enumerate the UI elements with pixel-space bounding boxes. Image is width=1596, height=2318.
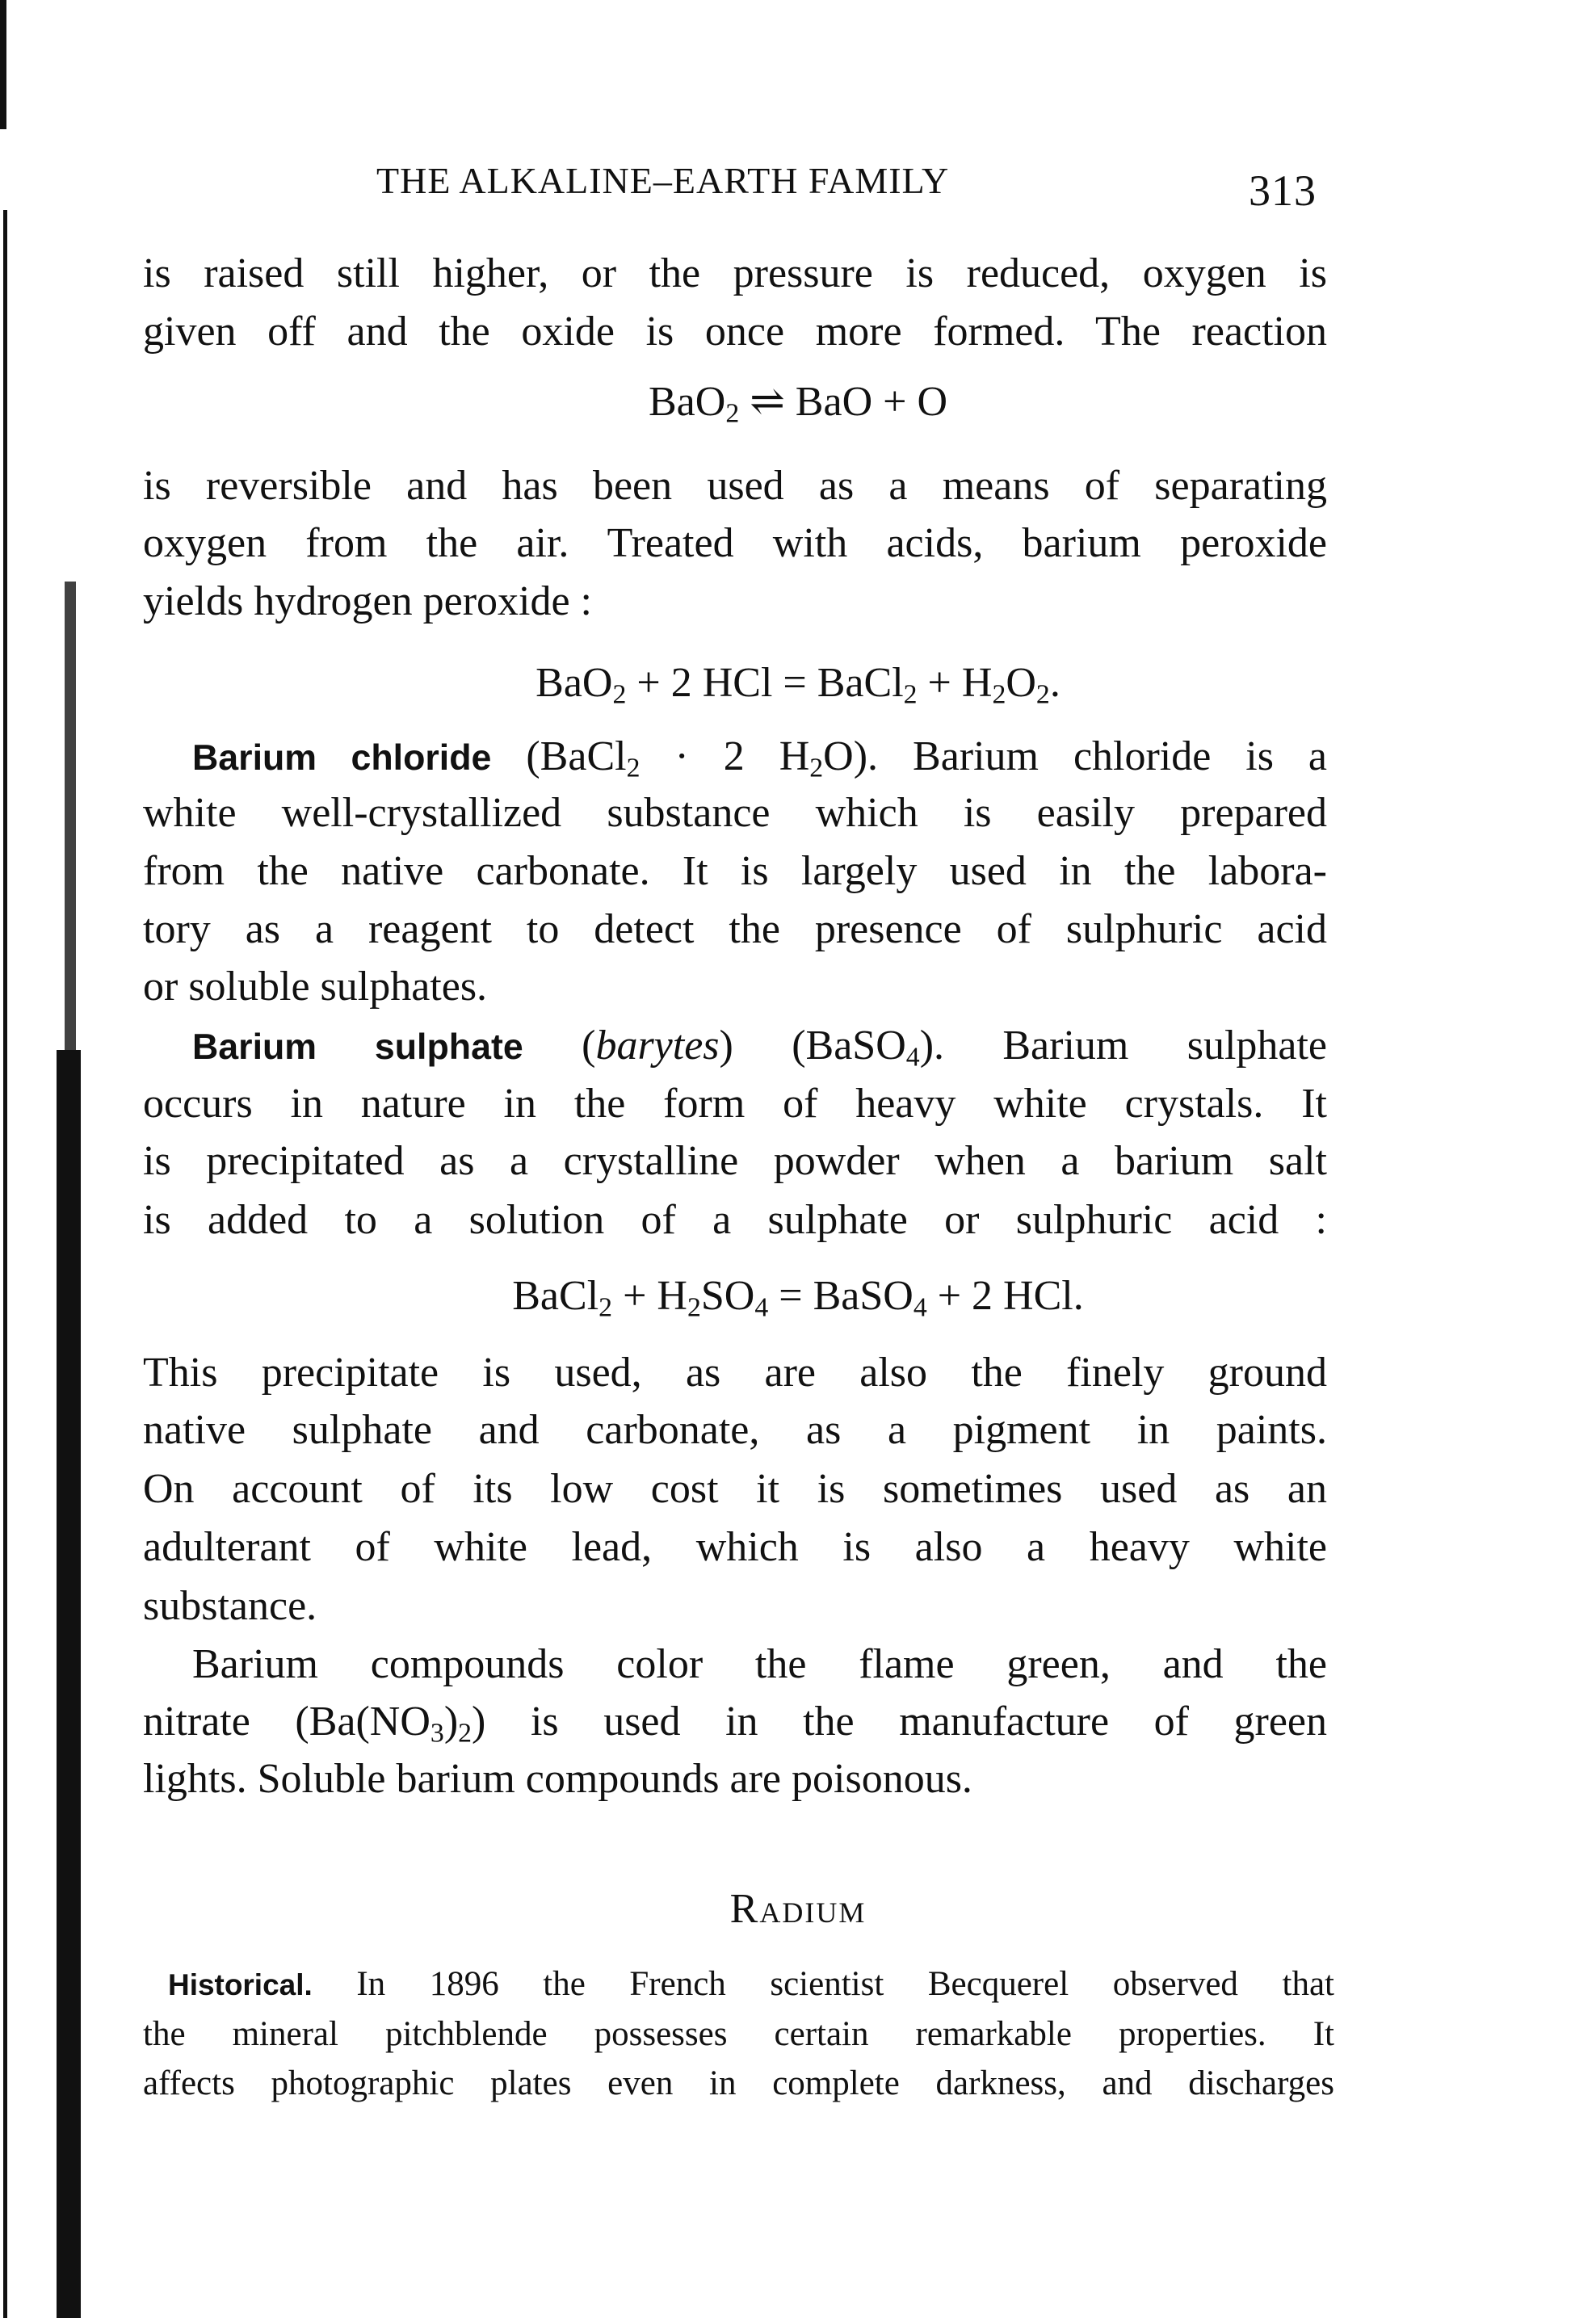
text-run: affects photographic plates even in complete darkness, and discharges xyxy=(143,2064,1334,2102)
text-run: + 2 HCl. xyxy=(926,1273,1084,1319)
equation xyxy=(0,654,1596,712)
text-run: adulterant of white lead, which is also a heavy white xyxy=(143,1524,1327,1570)
text-run: given off and the oxide is once more formed. The reaction xyxy=(143,309,1327,355)
text-run: SO xyxy=(700,1273,755,1319)
text-run: yields hydrogen peroxide : xyxy=(143,578,592,624)
text-run: the mineral pitchblende possesses certain remarkable properties. It xyxy=(143,2015,1334,2053)
text-line xyxy=(143,573,592,631)
text-run: substance. xyxy=(143,1583,317,1629)
text-run: BaO xyxy=(649,379,726,425)
page-number: 313 xyxy=(1249,166,1317,215)
text-run: (BaCl xyxy=(491,733,627,779)
text-line xyxy=(143,1460,1327,1518)
text-run: is raised still higher, or the pressure is reduced, oxygen is xyxy=(143,250,1327,296)
text-run: Barium compounds color the flame green, and the xyxy=(192,1641,1327,1687)
subscript: 4 xyxy=(913,1292,927,1323)
text-line xyxy=(143,1132,1327,1190)
text-line xyxy=(143,1518,1327,1577)
subscript: 2 xyxy=(903,679,918,710)
binding-shadow xyxy=(3,210,7,2318)
subscript: 2 xyxy=(626,753,640,783)
text-line xyxy=(143,2060,1334,2108)
text-run: from the native carbonate. It is largely used in the labora- xyxy=(143,848,1327,894)
text-line xyxy=(192,1017,1327,1075)
text-run: white well-crystallized substance which is easily prepared xyxy=(143,790,1327,836)
subscript: 4 xyxy=(754,1292,769,1323)
text-run: is reversible and has been used as a means of separating xyxy=(143,463,1327,509)
text-run: native sulphate and carbonate, as a pigment in paints. xyxy=(143,1407,1327,1453)
binding-shadow xyxy=(65,582,76,1050)
text-run: + H xyxy=(612,1273,687,1319)
text-line xyxy=(143,901,1327,959)
text-run: nitrate (Ba(NO xyxy=(143,1699,430,1745)
text-line xyxy=(143,1344,1327,1402)
text-run: O). Barium chloride is a xyxy=(823,733,1328,779)
section-heading xyxy=(0,1880,1596,1938)
bold-term: Barium sulphate xyxy=(192,1027,523,1067)
text-line xyxy=(143,303,1327,361)
text-run: is precipitated as a crystalline powder when a barium salt xyxy=(143,1138,1327,1184)
text-run: In 1896 the French scientist Becquerel observed that xyxy=(312,1965,1334,2003)
text-run: This precipitate is used, as are also the finely ground xyxy=(143,1350,1327,1396)
text-line xyxy=(143,1693,1327,1751)
subscript: 2 xyxy=(809,753,824,783)
binding-shadow xyxy=(0,0,6,129)
text-line xyxy=(143,1075,1327,1133)
text-run: oxygen from the air. Treated with acids, barium peroxide xyxy=(143,520,1327,566)
subscript: 2 xyxy=(458,1718,472,1749)
text-run: On account of its low cost it is sometimes used as an xyxy=(143,1466,1327,1512)
binding-shadow xyxy=(57,1050,81,2318)
text-line xyxy=(192,1636,1327,1694)
text-run: . xyxy=(1049,660,1060,706)
text-line xyxy=(143,958,487,1016)
text-run: + 2 HCl = BaCl xyxy=(626,660,904,706)
subscript: 3 xyxy=(430,1718,444,1749)
text-run: ) xyxy=(443,1699,459,1745)
text-run: tory as a reagent to detect the presence of sulphuric acid xyxy=(143,906,1327,952)
bold-term: Barium chloride xyxy=(192,738,492,778)
text-run: barytes xyxy=(595,1023,720,1069)
text-run: ⇌ BaO + O xyxy=(739,379,947,425)
subscript: 2 xyxy=(598,1292,613,1323)
subscript: 4 xyxy=(905,1042,920,1073)
text-line xyxy=(143,1191,1327,1249)
equation xyxy=(0,373,1596,431)
text-run: occurs in nature in the form of heavy white crystals. It xyxy=(143,1081,1327,1127)
text-line xyxy=(143,2010,1334,2059)
text-line xyxy=(143,1401,1327,1459)
text-line xyxy=(143,457,1327,515)
subscript: 2 xyxy=(1035,679,1050,710)
equation xyxy=(0,1267,1596,1325)
text-line xyxy=(143,245,1327,303)
text-line xyxy=(143,1577,317,1636)
text-line xyxy=(143,842,1327,901)
text-line xyxy=(168,1960,1334,2009)
text-run: ) (BaSO xyxy=(719,1023,906,1069)
subscript: 2 xyxy=(725,398,740,429)
subscript: 2 xyxy=(612,679,627,710)
running-header: THE ALKALINE–EARTH FAMILY xyxy=(376,160,950,201)
text-run: + H xyxy=(917,660,993,706)
text-line xyxy=(192,728,1327,786)
text-run: ) is used in the manufacture of green xyxy=(472,1699,1327,1745)
subscript: 2 xyxy=(992,679,1006,710)
subscript: 2 xyxy=(687,1292,701,1323)
text-line xyxy=(143,514,1327,573)
text-run: or soluble sulphates. xyxy=(143,964,488,1010)
text-run: BaO xyxy=(536,660,613,706)
text-run: ). Barium sulphate xyxy=(919,1023,1328,1069)
text-run: ( xyxy=(523,1023,596,1069)
text-run: · 2 H xyxy=(640,733,810,779)
text-run: is added to a solution of a sulphate or sulphuric acid : xyxy=(143,1197,1327,1243)
text-run: BaCl xyxy=(512,1273,599,1319)
text-run: = BaSO xyxy=(768,1273,914,1319)
text-line xyxy=(143,784,1327,842)
bold-term: Historical. xyxy=(168,1968,313,2001)
text-run: Radium xyxy=(729,1886,867,1932)
text-run: O xyxy=(1006,660,1036,706)
text-run: lights. Soluble barium compounds are poisonous. xyxy=(143,1756,972,1802)
text-line xyxy=(143,1750,972,1808)
